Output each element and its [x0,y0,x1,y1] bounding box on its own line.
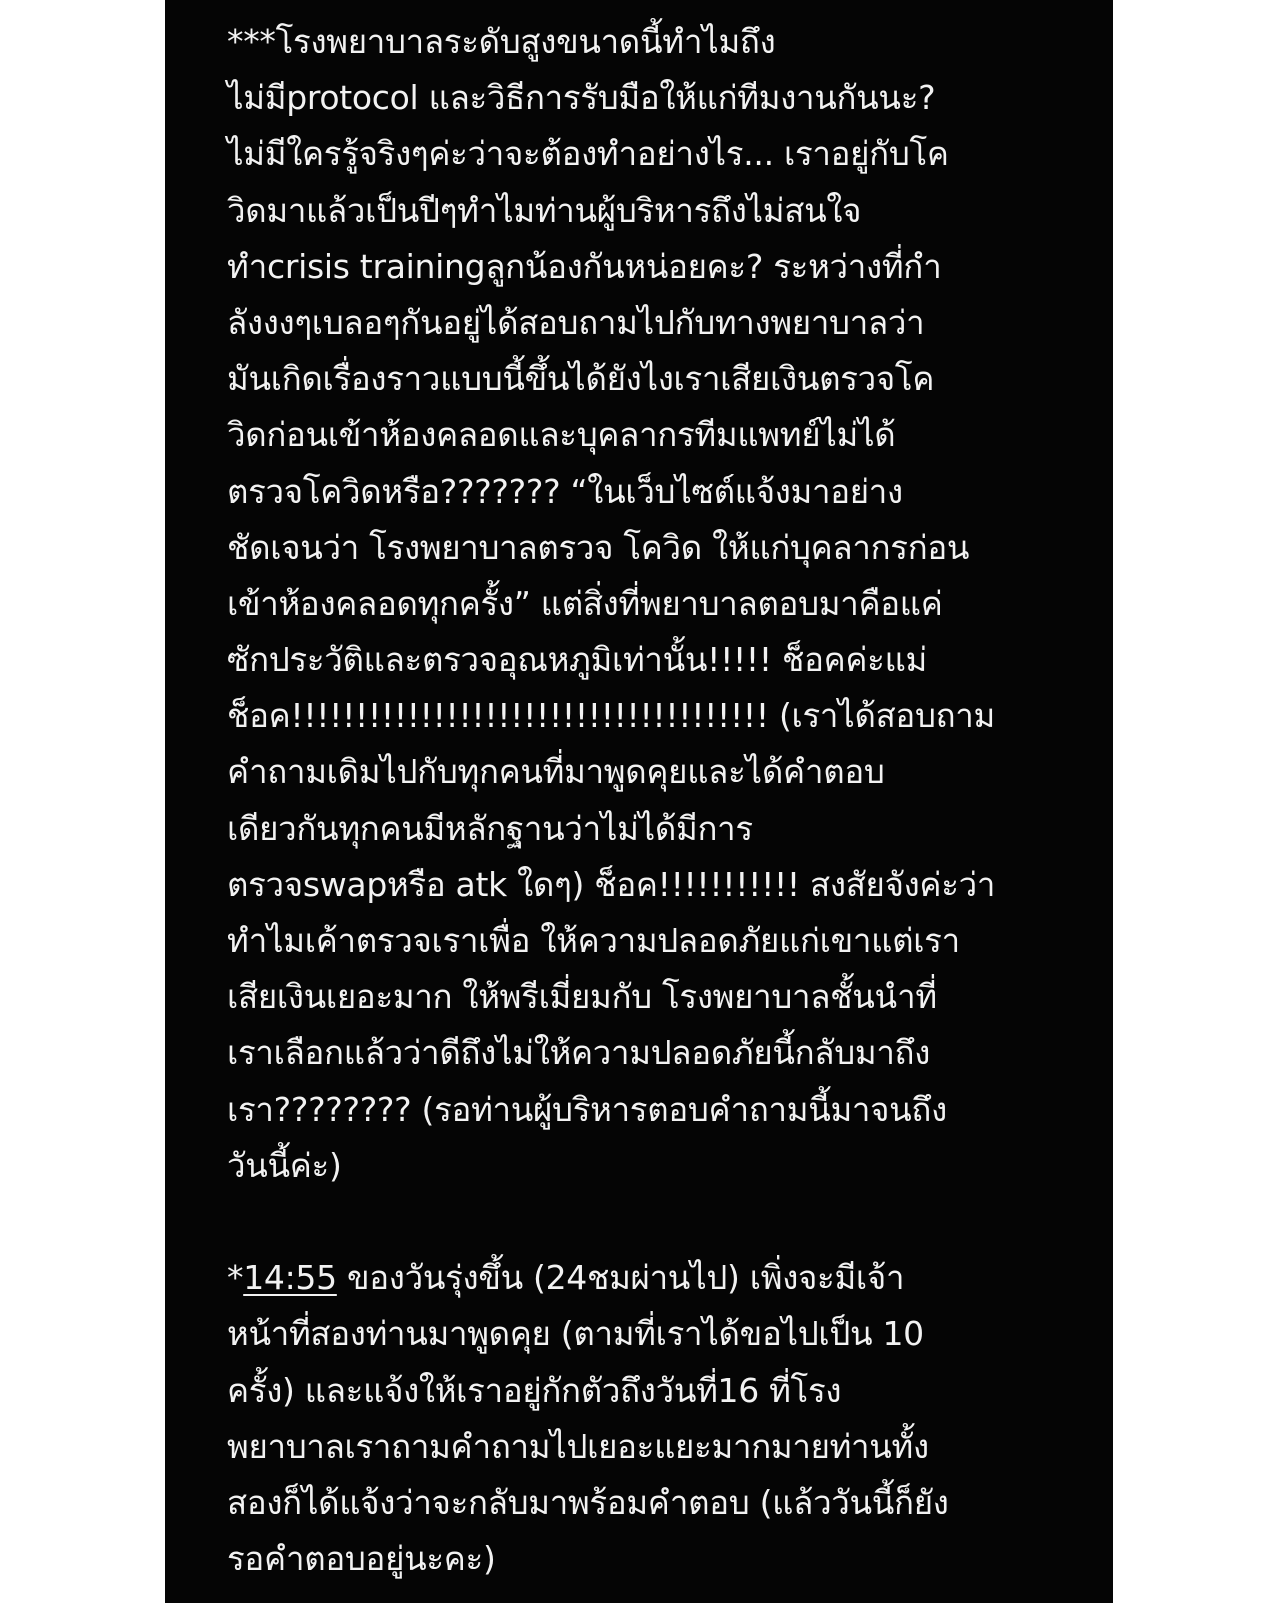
text-line: รอคำตอบอยู่นะคะ) [227,1539,496,1579]
text-line: มันเกิดเรื่องราวแบบนี้ขึ้นได้ยังไงเราเสียเงินตรวจโค [227,359,935,399]
text-line: เสียเงินเยอะมาก ให้พรีเมี่ยมกับ โรงพยาบาลชั้นนำที่ [227,977,937,1017]
text-line: ครั้ง) และแจ้งให้เราอยู่กักตัวถึงวันที่16 ที่โรง [227,1370,842,1410]
text-line: ***โรงพยาบาลระดับสูงขนาดนี้ทำไมถึง [227,22,776,61]
text-line: ตรวจโควิดหรือ??????? “ในเว็บไซต์แจ้งมาอย่าง [227,471,903,511]
text-line-with-time [227,1250,1057,1306]
text-line: วิดมาแล้วเป็นปีๆทำไมท่านผู้บริหารถึงไม่สนใจ [227,190,862,230]
text-line: เราเลือกแล้วว่าดีถึงไม่ให้ความปลอดภัยนี้กลับมาถึง [227,1033,931,1073]
text-line: ตรวจswapหรือ atk ใดๆ) ช็อค!!!!!!!!!!! สงสัยจังค่ะว่า [227,864,996,904]
text-line: วิดก่อนเข้าห้องคลอดและบุคลากรทีมแพทย์ไม่ได้ [227,415,896,455]
text-line: ลังงงๆเบลอๆกันอยู่ได้สอบถามไปกับทางพยาบาลว่า [227,302,925,342]
text-line: ซักประวัติและตรวจอุณหภูมิเท่านั้น!!!!! ช็อคค่ะแม่ [227,640,927,680]
star-mark: * [227,1258,244,1298]
text-line: วันนี้ค่ะ) [227,1145,342,1185]
text-line: เดียวกันทุกคนมีหลักฐานว่าไม่ได้มีการ [227,808,753,848]
text-line: เข้าห้องคลอดทุกครั้ง” แต่สิ่งที่พยาบาลตอบมาคือแค่ [227,583,943,623]
text-line: เรา???????? (รอท่านผู้บริหารตอบคำถามนี้มาจนถึง [227,1089,947,1129]
text-line: พยาบาลเราถามคำถามไปเยอะแยะมากมายท่านทั้ง [227,1426,929,1466]
time-link[interactable]: 14:55 [243,1258,337,1298]
text-fragment: ของวันรุ่งขึ้น (24ชมผ่านไป) เพิ่งจะมีเจ้า [336,1258,905,1298]
text-line: ชัดเจนว่า โรงพยาบาลตรวจ โควิด ให้แก่บุคลากรก่อน [227,527,970,567]
note-text [227,14,1057,1587]
text-line: ทำcrisis trainingลูกน้องกันหน่อยคะ? ระหว่างที่กำ [227,246,942,286]
text-line: ทำไมเค้าตรวจเราเพื่อ ให้ความปลอดภัยแก่เขาแต่เรา [227,921,960,960]
paragraph-gap [227,1194,1057,1250]
text-line: หน้าที่สองท่านมาพูดคุย (ตามที่เราได้ขอไปเป็น 10 [227,1314,924,1354]
text-line: สองก็ได้แจ้งว่าจะกลับมาพร้อมคำตอบ (แล้ววันนี้ก็ยัง [227,1482,949,1522]
text-line: คำถามเดิมไปกับทุกคนที่มาพูดคุยและได้คำตอบ [227,752,885,792]
text-line: ช็อค!!!!!!!!!!!!!!!!!!!!!!!!!!!!!!!!!!!!! (เราได้สอบถาม [227,696,995,736]
text-line: ไม่มีใครรู้จริงๆค่ะว่าจะต้องทำอย่างไร... เราอยู่กับโค [227,134,949,174]
dark-screenshot-panel [165,0,1113,1603]
text-line: ไม่มีprotocol และวิธีการรับมือให้แก่ทีมงานกันนะ? [227,78,936,118]
